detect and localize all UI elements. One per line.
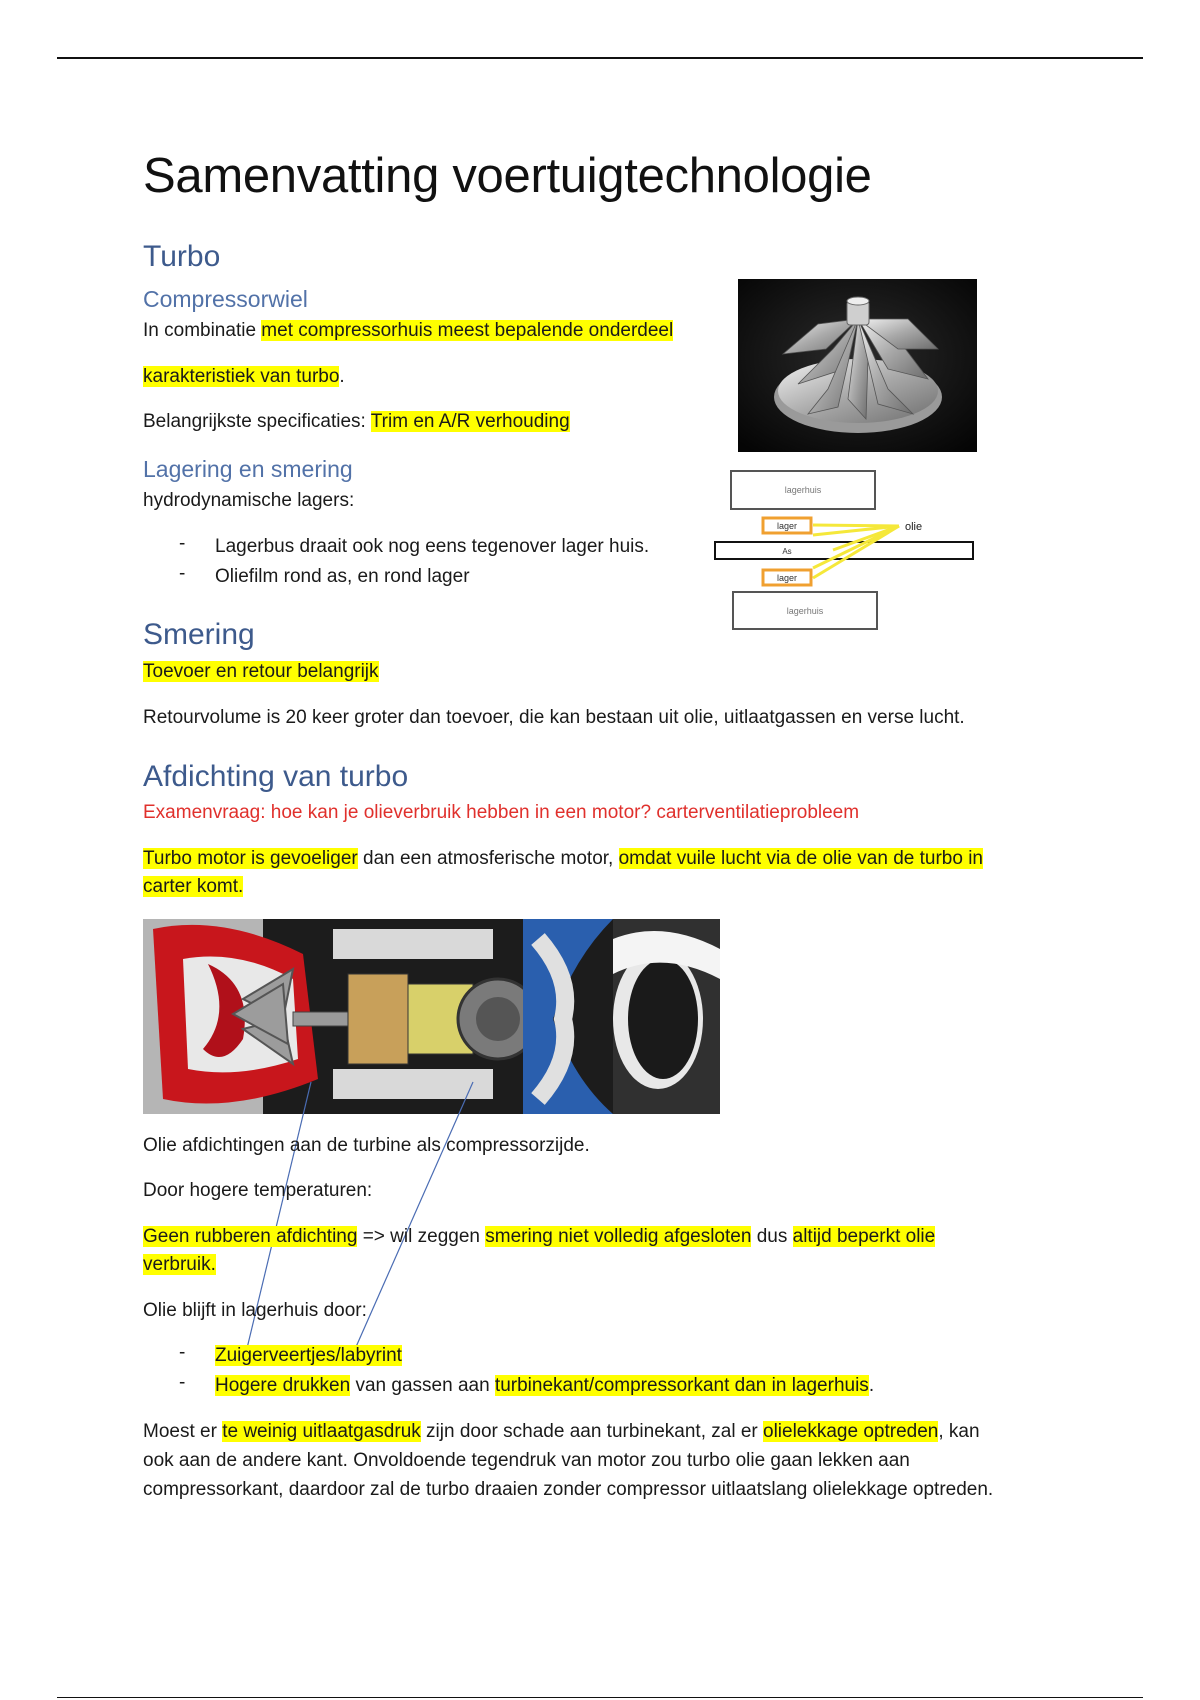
highlight: te weinig uitlaatgasdruk <box>222 1421 421 1442</box>
highlight: Turbo motor is gevoeliger <box>143 848 358 869</box>
heading-compressorwiel: Compressorwiel <box>143 286 308 312</box>
lagering-bullet-2: Oliefilm rond as, en rond lager <box>215 566 470 587</box>
bullet-marker: - <box>179 1372 186 1393</box>
afdichting-p1-line-2 <box>143 873 243 901</box>
smering-line-1 <box>143 658 379 686</box>
compressorwiel-line-1 <box>143 317 673 345</box>
bullet-marker: - <box>179 563 186 584</box>
exam-question: Examenvraag: hoe kan je olieverbruik hebben in een motor? carterventilatieprobleem <box>143 802 860 823</box>
afdichting-bullet-2 <box>215 1372 874 1400</box>
lagering-intro: hydrodynamische lagers: <box>143 490 355 511</box>
text: . <box>868 1375 875 1396</box>
document-title: Samenvatting voertuigtechnologie <box>143 149 872 203</box>
text: . <box>339 366 345 387</box>
text: Moest er <box>143 1421 223 1442</box>
highlight: omdat vuile lucht via de olie van de turbo in <box>618 848 983 869</box>
lagerhuis-top-label: lagerhuis <box>784 485 822 495</box>
highlight: turbinekant/compressorkant dan in lagerhuis <box>494 1375 869 1396</box>
compressorwiel-line-2 <box>143 363 345 391</box>
highlight: altijd beperkt olie <box>792 1226 936 1247</box>
lagering-bullet-1: Lagerbus draait ook nog eens tegenover lager huis. <box>215 536 650 557</box>
lager-top-label: lager <box>776 521 798 531</box>
bearing-diagram <box>713 468 993 633</box>
afdichting-p3: Door hogere temperaturen: <box>143 1180 373 1201</box>
text: Belangrijkste specificaties: <box>143 411 371 432</box>
highlight: smering niet volledig afgesloten <box>485 1226 752 1247</box>
highlight: Geen rubberen afdichting <box>143 1226 358 1247</box>
highlight: Hogere drukken <box>215 1375 351 1396</box>
lagerhuis-bottom-label: lagerhuis <box>786 606 824 616</box>
top-rule <box>57 57 1143 59</box>
afdichting-p6-line-1 <box>143 1418 980 1446</box>
afdichting-p5: Olie blijft in lagerhuis door: <box>143 1300 367 1321</box>
olie-label: olie <box>905 521 923 533</box>
heading-smering: Smering <box>143 618 255 651</box>
text: van gassen aan <box>350 1375 495 1396</box>
highlight: verbruik. <box>143 1254 216 1275</box>
compressor-wheel-photo <box>738 279 977 452</box>
highlight: Zuigerveertjes/labyrint <box>215 1345 402 1366</box>
highlight: Toevoer en retour belangrijk <box>143 661 379 682</box>
bullet-marker: - <box>179 533 186 554</box>
highlight: met compressorhuis meest bepalende onderdeel <box>261 320 674 341</box>
text: => wil zeggen <box>357 1226 486 1247</box>
afdichting-p6-line-2: ook aan de andere kant. Onvoldoende tegendruk van motor zou turbo olie gaan lekken aan <box>143 1450 910 1471</box>
heading-afdichting: Afdichting van turbo <box>143 760 409 793</box>
bottom-rule <box>57 1697 1143 1698</box>
compressorwiel-line-3 <box>143 408 570 436</box>
text: , kan <box>938 1421 980 1442</box>
text: In combinatie <box>143 320 262 341</box>
text: dus <box>751 1226 793 1247</box>
afdichting-p1-line-1 <box>143 845 983 873</box>
afdichting-p6-line-3: compressorkant, daardoor zal de turbo draaien zonder compressor uitlaatslang olielekkage optreden. <box>143 1479 994 1500</box>
bullet-marker: - <box>179 1342 186 1363</box>
lager-bottom-label: lager <box>776 573 798 583</box>
afdichting-p4-line-2 <box>143 1251 216 1279</box>
as-label: As <box>782 547 792 556</box>
smering-line-2: Retourvolume is 20 keer groter dan toevoer, die kan bestaan uit olie, uitlaatgassen en verse lucht. <box>143 707 965 728</box>
text: dan een atmosferische motor, <box>357 848 619 869</box>
highlight: olielekkage optreden <box>763 1421 939 1442</box>
heading-lagering: Lagering en smering <box>143 456 353 482</box>
afdichting-p2: Olie afdichtingen aan de turbine als compressorzijde. <box>143 1135 590 1156</box>
highlight: carter komt. <box>143 876 244 897</box>
text: zijn door schade aan turbinekant, zal er <box>420 1421 763 1442</box>
highlight: Trim en A/R verhouding <box>370 411 570 432</box>
afdichting-bullet-1 <box>215 1342 402 1370</box>
heading-turbo: Turbo <box>143 240 221 273</box>
highlight: karakteristiek van turbo <box>143 366 340 387</box>
afdichting-p4-line-1 <box>143 1223 935 1251</box>
